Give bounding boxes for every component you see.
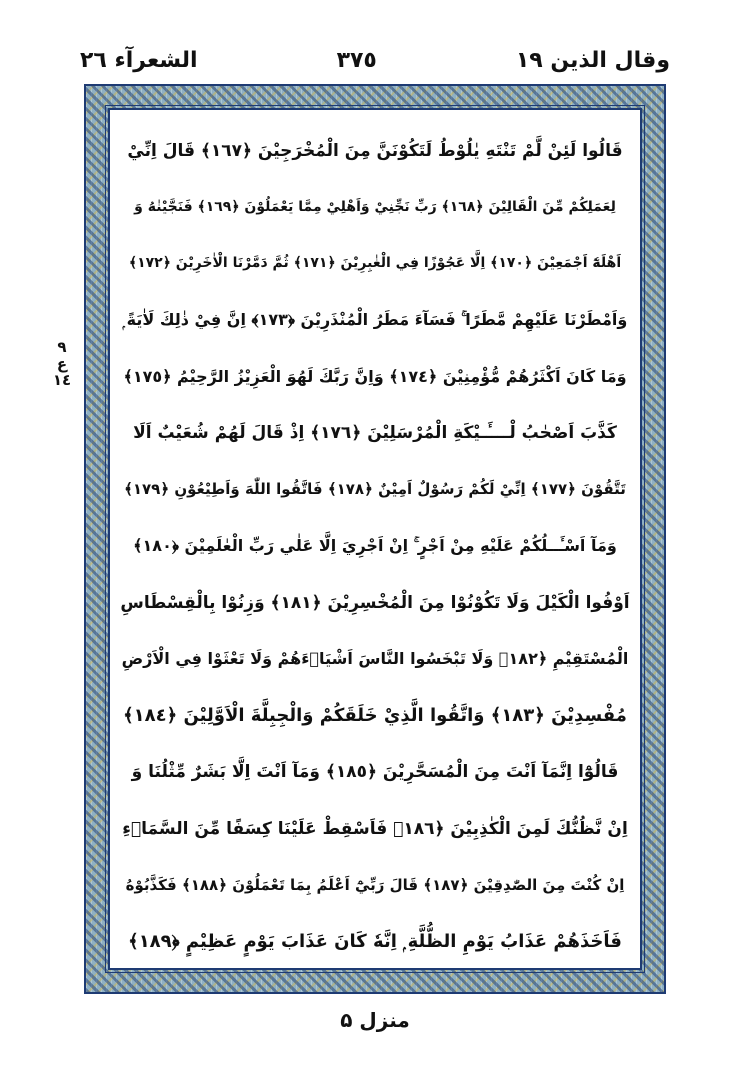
ruku-marker-top: ٩: [57, 338, 67, 357]
ruku-marker-bottom: ١٤: [52, 371, 72, 390]
verse-line-1: قَالُوا لَئِنْ لَّمْ تَنْتَهِ يٰلُوْطُ لَتَكُوْنَنَّ مِنَ الْمُخْرَجِيْنَ ﴿١٦٧﴾ قَالَ اِنِّيْ: [127, 140, 623, 161]
verse-line-5: وَمَا كَانَ اَكْثَرُهُمْ مُّؤْمِنِيْنَ ﴿١٧٤﴾ وَاِنَّ رَبَّكَ لَهُوَ الْعَزِيْزُ الرَّحِيْمُ ﴿١٧٥﴾: [123, 366, 627, 386]
verse-line-12: قَالُوْٓا اِنَّمَآ اَنْتَ مِنَ الْمُسَحَّرِيْنَ ﴿١٨٥﴾ وَمَآ اَنْتَ اِلَّا بَشَرٌ مِّثْلُنَا وَ: [131, 762, 619, 783]
verse-line-15: فَاَخَذَهُمْ عَذَابُ يَوْمِ الظُّلَّةِ ۭ اِنَّهٗ كَانَ عَذَابَ يَوْمٍ عَظِيْمٍ ﴿١٨٩﴾: [128, 930, 622, 952]
text-panel: [108, 108, 642, 970]
ruku-marker: [42, 336, 82, 392]
page-header: [80, 40, 670, 80]
verse-line-3: اَهْلَهٗٓ اَجْمَعِيْنَ ﴿١٧٠﴾ اِلَّا عَجُوْزًا فِي الْغٰبِرِيْنَ ﴿١٧١﴾ ثُمَّ دَمَّرْنَا الْاٰخَرِيْنَ ﴿١٧٢﴾: [128, 255, 622, 272]
verse-line-4: وَاَمْطَرْنَا عَلَيْهِمْ مَّطَرًا ۚ فَسَآءَ مَطَرُ الْمُنْذَرِيْنَ ﴿١٧٣﴾ اِنَّ فِيْ ذٰلِكَ لَاٰيَةً ۭ: [122, 309, 628, 329]
ornamental-border: [84, 84, 666, 994]
verse-line-10: الْمُسْتَقِيْمِ ﴿١٨٢﴾ وَلَا تَبْخَسُوا النَّاسَ اَشْيَاۗءَهُمْ وَلَا تَعْثَوْا فِي الْاَرْضِ: [121, 649, 629, 669]
verse-line-9: اَوْفُوا الْكَيْلَ وَلَا تَكُوْنُوْا مِنَ الْمُخْسِرِيْنَ ﴿١٨١﴾ وَزِنُوْا بِالْقِسْطَاسِ: [120, 592, 630, 613]
juz-title: وقال الذین ١٩: [515, 47, 670, 73]
verse-line-14: اِنْ كُنْتَ مِنَ الصّٰدِقِيْنَ ﴿١٨٧﴾ قَالَ رَبِّيْٓ اَعْلَمُ بِمَا تَعْمَلُوْنَ ﴿١٨٨﴾ فَكَذَّبُوْهُ: [125, 875, 625, 894]
manzil-footer: منزل ۵: [340, 1008, 410, 1032]
ruku-marker-middle: ع: [56, 354, 68, 373]
verse-line-8: وَمَآ اَسْـَٔــلُكُمْ عَلَيْهِ مِنْ اَجْرٍ ۚ اِنْ اَجْرِيَ اِلَّا عَلٰي رَبِّ الْعٰلَمِيْنَ ﴿١٨٠﴾: [133, 535, 617, 555]
page-number: ٣٧٥: [336, 47, 377, 73]
verse-lines: [120, 122, 630, 958]
verse-line-13: اِنْ نَّظُنُّكَ لَمِنَ الْكٰذِبِيْنَ ﴿١٨٦﴾ فَاَسْقِطْ عَلَيْنَا كِسَفًا مِّنَ السَّمَاۗءِ: [122, 818, 628, 839]
verse-line-6: كَذَّبَ اَصْحٰبُ لْــــَٔـيْكَةِ الْمُرْسَلِيْنَ ﴿١٧٦﴾ اِذْ قَالَ لَهُمْ شُعَيْبٌ اَلَا: [133, 423, 617, 444]
surah-title: الشعرآء ٢٦: [80, 47, 198, 73]
verse-line-7: تَتَّقُوْنَ ﴿١٧٧﴾ اِنِّيْ لَكُمْ رَسُوْلٌ اَمِيْنٌ ﴿١٧٨﴾ فَاتَّقُوا اللّٰهَ وَاَطِيْعُوْنِ ﴿١٧٩﴾: [124, 480, 626, 499]
verse-line-11: مُفْسِدِيْنَ ﴿١٨٣﴾ وَاتَّقُوا الَّذِيْ خَلَقَكُمْ وَالْجِبِلَّةَ الْاَوَّلِيْنَ ﴿١٨٤﴾: [123, 704, 627, 726]
verse-line-2: لِعَمَلِكُمْ مِّنَ الْقَالِيْنَ ﴿١٦٨﴾ رَبِّ نَجِّنِيْ وَاَهْلِيْ مِمَّا يَعْمَلُوْنَ ﴿١٦٩﴾ فَنَجَّيْنٰهُ وَ: [134, 198, 616, 215]
